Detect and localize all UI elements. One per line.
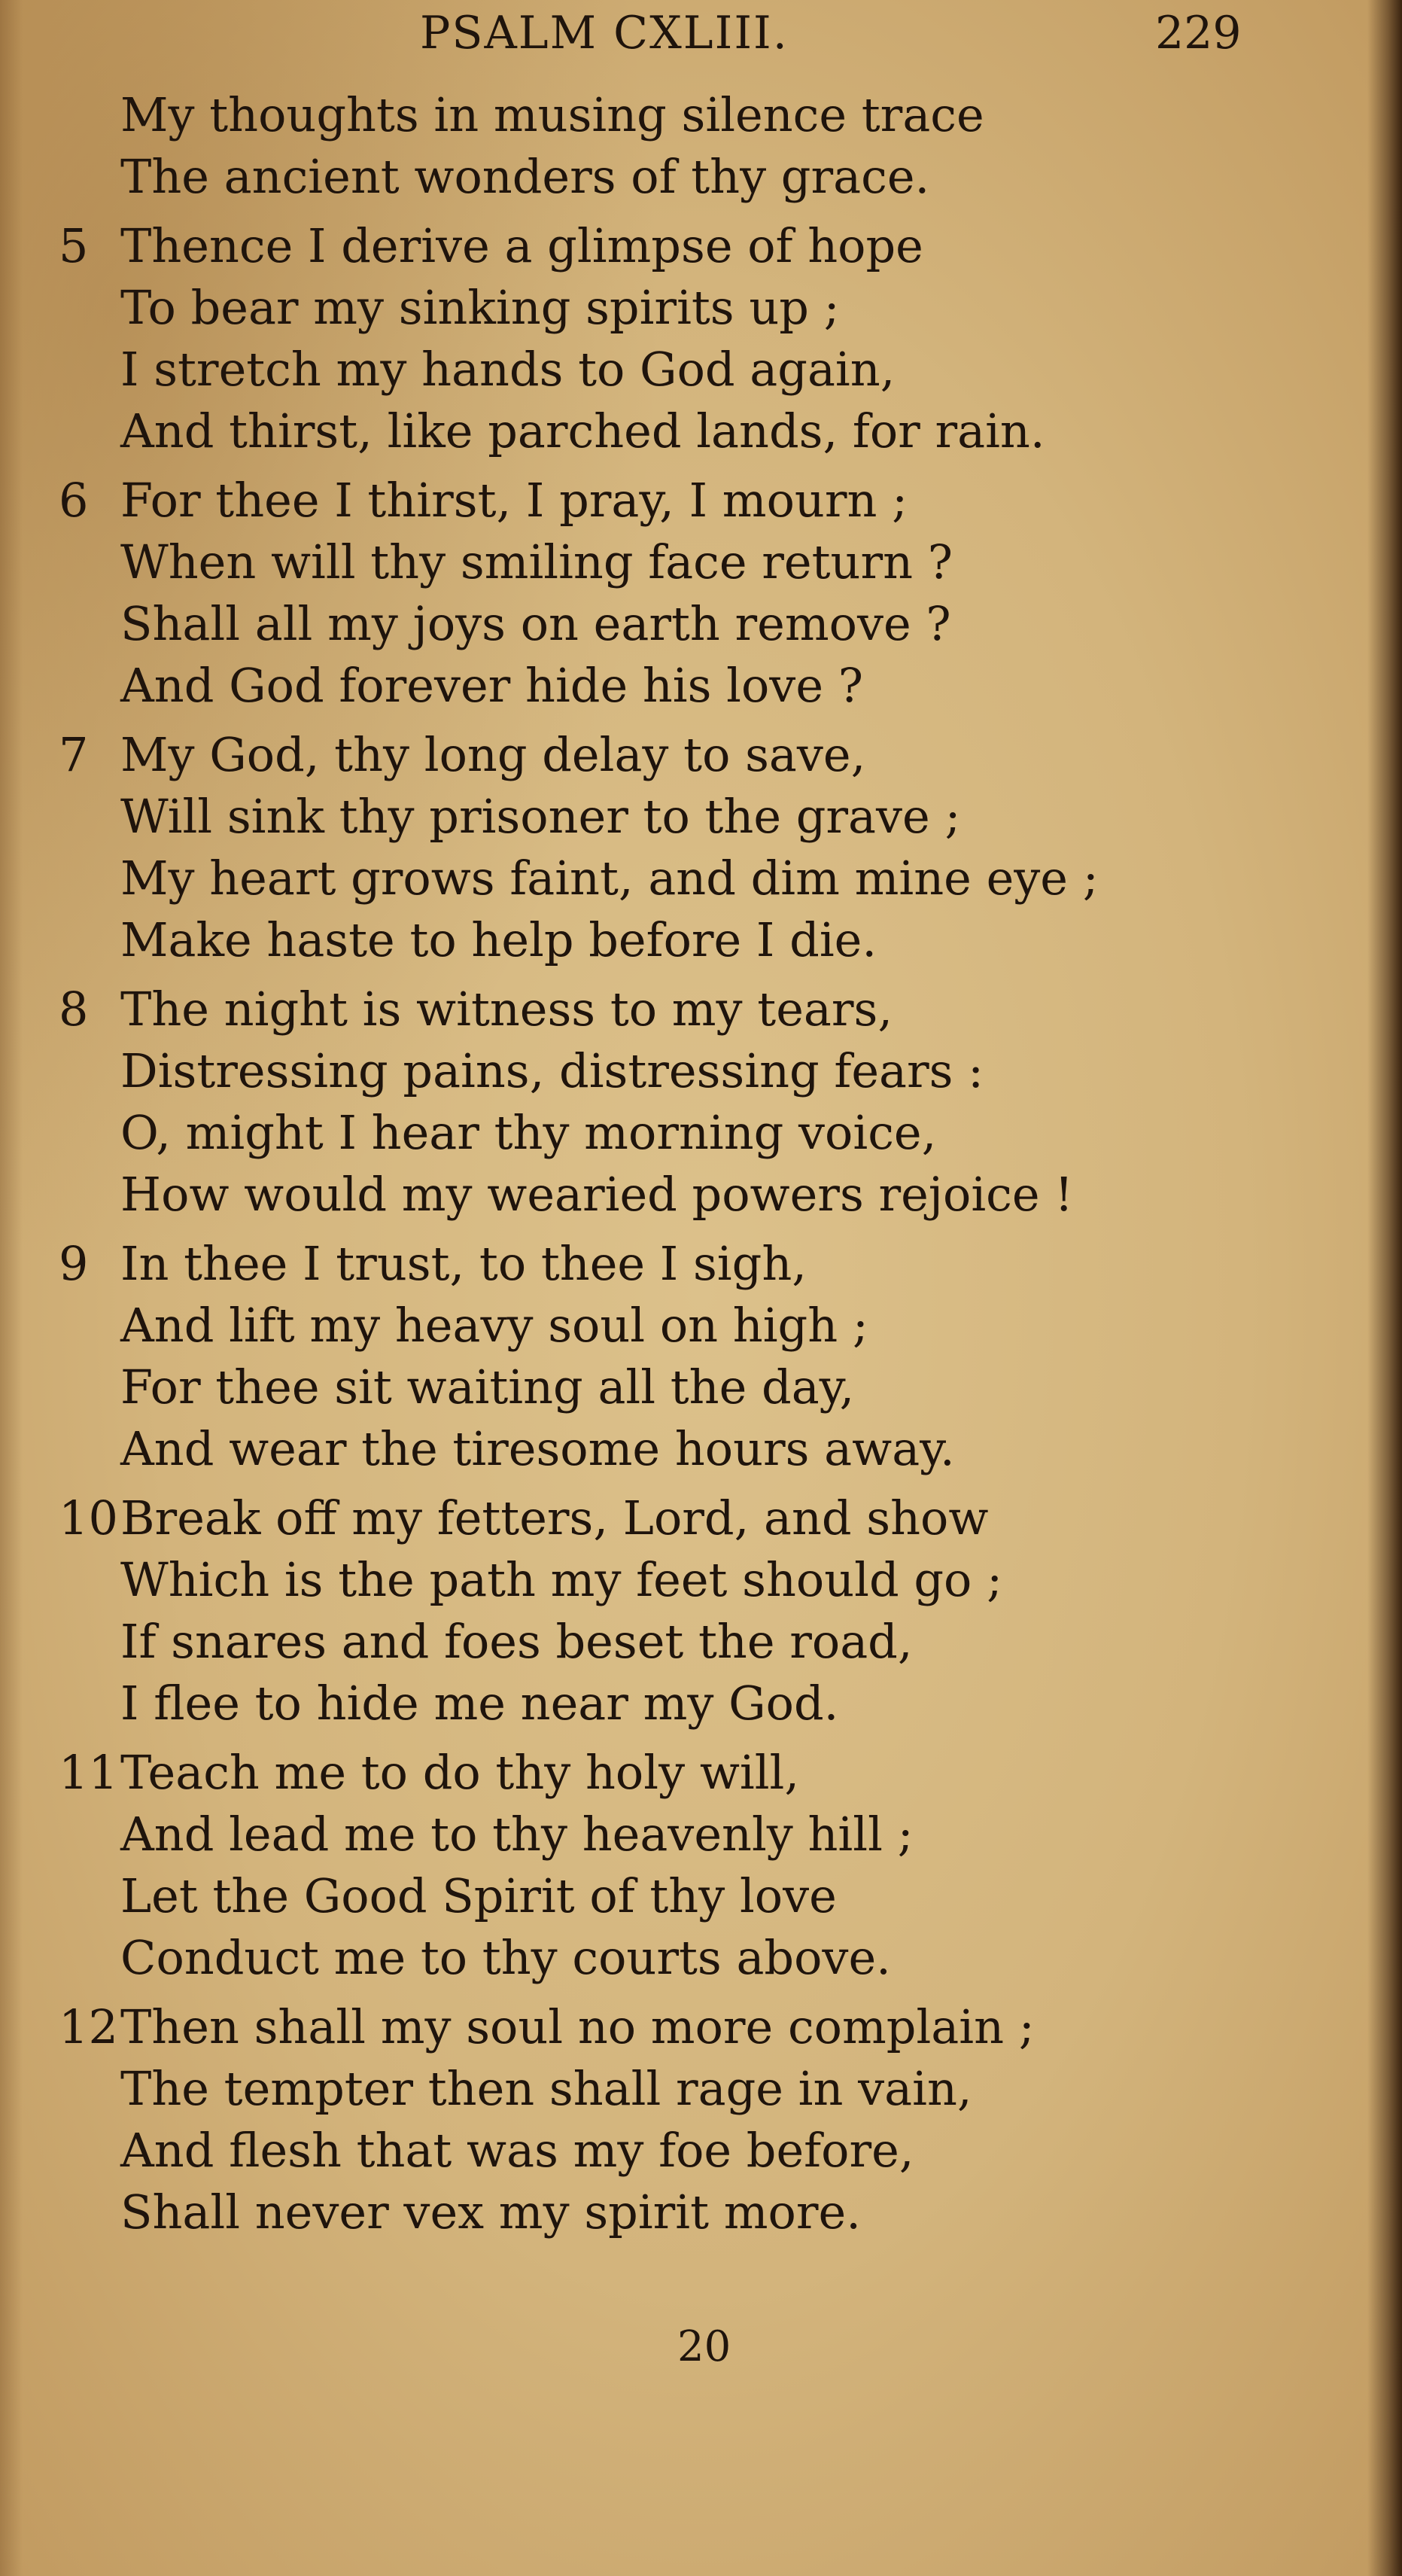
- verse-line: Conduct me to thy courts above.: [120, 1930, 891, 1985]
- stanza: [0, 1996, 1355, 2243]
- verse-number: 10: [59, 1490, 118, 1545]
- verse-line: Let the Good Spirit of thy love: [120, 1868, 837, 1923]
- verse-line: Thence I derive a glimpse of hope: [120, 218, 923, 273]
- verse-line: Shall all my joys on earth remove ?: [120, 596, 951, 651]
- verse-line: The ancient wonders of thy grace.: [120, 149, 930, 204]
- verse-line: O, might I hear thy morning voice,: [120, 1105, 937, 1160]
- verse-line: How would my wearied powers rejoice !: [120, 1167, 1074, 1222]
- verse-line: Shall never vex my spirit more.: [120, 2185, 861, 2240]
- verse-line: And thirst, like parched lands, for rain.: [120, 403, 1045, 458]
- verse-number: 9: [59, 1236, 89, 1291]
- verse-line: When will thy smiling face return ?: [120, 534, 953, 589]
- verse-number: 11: [59, 1745, 118, 1800]
- stanza: [0, 470, 1355, 717]
- running-title: PSALM CXLIII.: [420, 7, 789, 59]
- verse-line: The tempter then shall rage in vain,: [120, 2061, 972, 2116]
- verse-line: For thee sit waiting all the day,: [120, 1360, 855, 1414]
- verse-line: My thoughts in musing silence trace: [120, 87, 984, 142]
- stanza: [0, 1742, 1355, 1989]
- stanza: [0, 724, 1355, 971]
- verse-line: My heart grows faint, and dim mine eye ;: [120, 851, 1099, 906]
- verse-line: I flee to hide me near my God.: [120, 1676, 839, 1731]
- verse-line: Break off my fetters, Lord, and show: [120, 1490, 989, 1545]
- verse-line: My God, thy long delay to save,: [120, 727, 866, 782]
- verse-line: Then shall my soul no more complain ;: [120, 1999, 1035, 2054]
- verse-line: And God forever hide his love ?: [120, 658, 863, 713]
- stanza: [0, 979, 1355, 1226]
- verse-number: 6: [59, 473, 89, 528]
- verse-line: I stretch my hands to God again,: [120, 342, 896, 397]
- verse-number: 8: [59, 982, 89, 1037]
- verse-line: Teach me to do thy holy will,: [120, 1745, 800, 1800]
- verse-line: If snares and foes beset the road,: [120, 1614, 913, 1669]
- verse-line: For thee I thirst, I pray, I mourn ;: [120, 473, 908, 528]
- verse-number: 5: [59, 218, 89, 273]
- verse-line: And lift my heavy soul on high ;: [120, 1298, 868, 1353]
- verse-line: In thee I trust, to thee I sigh,: [120, 1236, 807, 1291]
- verse-line: The night is witness to my tears,: [120, 982, 893, 1037]
- verse-line: Make haste to help before I die.: [120, 912, 877, 967]
- verse-line: Distressing pains, distressing fears :: [120, 1043, 984, 1098]
- signature-mark: 20: [677, 2322, 731, 2371]
- verse-number: 12: [59, 1999, 118, 2054]
- page-number: 229: [1155, 7, 1242, 59]
- verse-line: Which is the path my feet should go ;: [120, 1552, 1002, 1607]
- verse-line: Will sink thy prisoner to the grave ;: [120, 789, 961, 844]
- verse-line: And wear the tiresome hours away.: [120, 1421, 955, 1476]
- stanza: [0, 1487, 1355, 1734]
- stanza: [0, 84, 1355, 208]
- stanza: [0, 215, 1355, 462]
- verse-number: 7: [59, 727, 89, 782]
- verse-line: And lead me to thy heavenly hill ;: [120, 1807, 914, 1862]
- verse-line: And flesh that was my foe before,: [120, 2123, 914, 2178]
- stanza: [0, 1233, 1355, 1480]
- verse-line: To bear my sinking spirits up ;: [120, 280, 840, 335]
